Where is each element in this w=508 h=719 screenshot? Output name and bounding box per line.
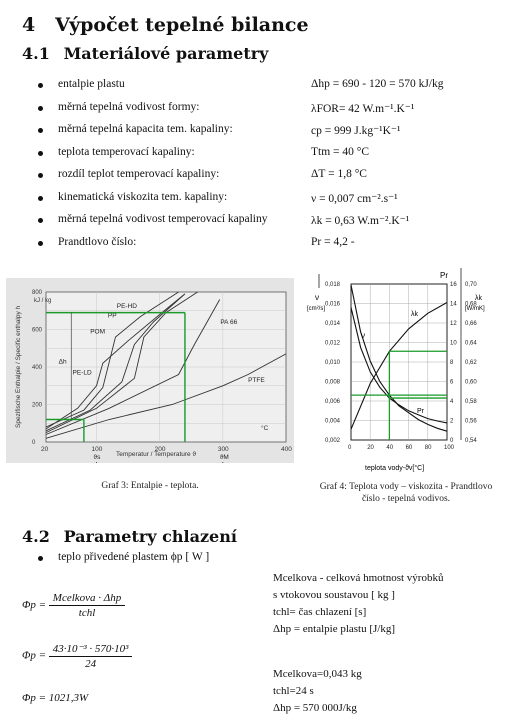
x-tick-label: 300 — [217, 446, 229, 453]
y-tick-label: 800 — [32, 290, 43, 296]
parameter-label: rozdíl teplot temperovací kapaliny: — [58, 168, 220, 180]
section-4-1-heading — [22, 44, 268, 63]
parameter-row — [38, 123, 498, 139]
curve-label: PA 66 — [220, 318, 238, 326]
y-tick-label: 0 — [32, 440, 36, 446]
legend-line: Mcelkova - celková hmotnost výrobků — [273, 572, 444, 584]
nu-axis-label: ν — [315, 293, 319, 302]
formula-1 — [22, 592, 125, 619]
bullet-dot — [38, 83, 43, 88]
pr-tick-label: 14 — [450, 301, 457, 308]
y-tick-label: 600 — [32, 327, 43, 334]
section-4-2-heading — [22, 527, 237, 546]
heat-bullet-text: teplo přivedené plastem ϕp [ W ] — [58, 551, 210, 563]
nu-axis-unit: [cm²/s] — [307, 306, 325, 312]
parameter-value: λk = 0,63 W.m⁻².K⁻¹ — [311, 215, 410, 227]
parameter-label: kinematická viskozita tem. kapaliny: — [58, 190, 228, 203]
bullet-dot — [38, 128, 43, 133]
y-axis-unit: kJ / kg — [34, 298, 52, 304]
parameter-value: λFOR= 42 W.m⁻¹.K⁻¹ — [311, 102, 415, 115]
values-block — [273, 666, 362, 717]
bullet-dot — [38, 556, 43, 561]
parameter-row — [38, 191, 498, 207]
x-tick-label: 0 — [348, 445, 352, 451]
section-title: Výpočet tepelné bilance — [55, 14, 309, 36]
lambda-tick-label: 0,66 — [465, 321, 477, 327]
x-tick-label: 100 — [444, 445, 455, 451]
section-number: 4.1 — [22, 44, 50, 63]
value-line: tchl=24 s — [273, 685, 314, 697]
lambda-tick-label: 0,58 — [465, 399, 477, 405]
pr-tick-label: 4 — [450, 399, 454, 405]
lambda-tick-label: 0,64 — [465, 340, 477, 347]
formula-2 — [22, 642, 132, 670]
x-axis-label: Temperatur / Temperature ϑ — [116, 451, 197, 458]
bullet-dot — [38, 241, 43, 246]
curve-label: PE-LD — [72, 369, 92, 377]
curve-lambda — [351, 303, 447, 430]
lambda-tick-label: 0,62 — [465, 360, 477, 366]
theta-m-label: ϑM — [219, 454, 229, 461]
parameter-row — [38, 78, 498, 94]
x-tick-label: 80 — [424, 445, 432, 451]
graph-3-caption: Graf 3: Entalpie - teplota. — [101, 481, 199, 491]
formula-denominator: tchl — [78, 607, 96, 619]
x-tick-label: 100 — [91, 446, 103, 453]
bullet-dot — [38, 196, 43, 201]
lambda-tick-label: 0,54 — [465, 438, 477, 444]
pr-tick-label: 16 — [450, 282, 457, 288]
curve-label: PTFE — [248, 377, 265, 384]
pr-tick-label: 10 — [450, 340, 457, 347]
formula-denominator: 24 — [85, 658, 97, 670]
section-title: Materiálové parametry — [63, 44, 269, 63]
parameter-row — [38, 213, 498, 229]
legend-line: Δhp = entalpie plastu [J/kg] — [273, 623, 396, 635]
nu-tick-label: 0,012 — [325, 340, 341, 347]
parameter-label: měrná tepelná kapacita tem. kapaliny: — [58, 123, 233, 135]
parameter-value: Pr = 4,2 - — [311, 235, 355, 248]
legend-line: s vtokovou soustavou [ kg ] — [273, 589, 395, 601]
section-number: 4.2 — [22, 527, 50, 546]
pr-tick-label: 12 — [450, 321, 457, 327]
graph-3-enthalpy — [6, 278, 294, 463]
x-tick-label: 20 — [41, 446, 49, 453]
curve-label-pr: Pr — [417, 408, 424, 415]
x-tick-label: 400 — [281, 446, 292, 453]
formula-lhs: Φp = — [22, 649, 47, 662]
nu-tick-label: 0,018 — [325, 282, 341, 288]
lambda-tick-label: 0,56 — [465, 418, 477, 425]
x-tick-label: 60 — [405, 445, 413, 451]
parameter-label: teplota temperovací kapaliny: — [58, 145, 195, 158]
x-axis-unit: °C — [261, 425, 269, 432]
x-tick-label: 20 — [367, 445, 374, 451]
graph-3-svg — [6, 278, 294, 463]
curve-label: PE-HD — [116, 302, 137, 310]
nu-tick-label: 0,016 — [325, 301, 341, 308]
pr-tick-label: 0 — [450, 438, 454, 444]
nu-tick-label: 0,010 — [325, 360, 341, 366]
curve-label-lambda: λk — [411, 311, 418, 318]
formula-numerator: 43·10⁻³ · 570·10³ — [49, 642, 133, 657]
theta-s-label: ϑs — [93, 454, 101, 461]
lambda-tick-label: 0,68 — [465, 301, 477, 308]
value-line: Mcelkova=0,043 kg — [273, 668, 362, 680]
lambda-tick-label: 0,60 — [465, 379, 477, 386]
graph-4-svg — [303, 264, 503, 474]
curve-label: POM — [90, 328, 106, 336]
parameter-row — [38, 101, 498, 117]
section-4-heading — [22, 14, 309, 36]
x-tick-label: 40 — [386, 445, 394, 451]
parameter-label: entalpie plastu — [58, 78, 125, 90]
curve-label: PP — [107, 312, 117, 320]
formula-3: Φp = 1021,3W — [22, 692, 89, 704]
graph-4-water — [303, 264, 503, 474]
y-tick-label: 400 — [32, 365, 43, 371]
lambda-axis-label: λk — [475, 295, 482, 302]
curve-label-nu: ν — [361, 331, 365, 340]
parameter-row — [38, 168, 498, 184]
parameter-value: Ttm = 40 °C — [311, 145, 370, 158]
pr-tick-label: 6 — [450, 379, 454, 386]
lambda-tick-label: 0,70 — [465, 282, 477, 288]
parameter-row — [38, 146, 498, 162]
parameter-value: Δhp = 690 - 120 = 570 kJ/kg — [311, 78, 444, 90]
legend-line: tchl= čas chlazení [s] — [273, 606, 367, 618]
x-axis-label: teplota vody-ϑv[°C] — [365, 465, 425, 472]
heat-bullet — [38, 551, 498, 567]
lambda-axis-unit: [W/mK] — [465, 306, 485, 312]
nu-tick-label: 0,006 — [325, 399, 341, 405]
y-tick-label: 200 — [32, 402, 43, 409]
section-title: Parametry chlazení — [63, 527, 237, 546]
parameter-value: ΔT = 1,8 °C — [311, 168, 367, 180]
parameter-label: měrná tepelná vodivost temperovací kapaliny — [58, 213, 268, 225]
parameter-value: cp = 999 J.kg⁻¹K⁻¹ — [311, 125, 401, 137]
formula-numerator: Mcelkova · Δhp — [49, 592, 125, 606]
delta-h-label: Δh — [58, 358, 67, 366]
nu-tick-label: 0,002 — [325, 438, 341, 444]
bullet-dot — [38, 218, 43, 223]
value-line: Δhp = 570 000J/kg — [273, 702, 357, 714]
parameter-value: ν = 0,007 cm⁻².s⁻¹ — [311, 192, 398, 205]
x-tick-label: 200 — [154, 446, 166, 453]
nu-tick-label: 0,014 — [325, 321, 341, 327]
pr-tick-label: 2 — [450, 418, 454, 425]
parameter-row — [38, 236, 498, 252]
section-number: 4 — [22, 14, 36, 36]
bullet-dot — [38, 106, 43, 111]
nu-tick-label: 0,004 — [325, 418, 341, 425]
pr-axis-label: Pr — [440, 271, 448, 280]
graph-4-caption: Graf 4: Teplota vody – viskozita - Prandtlovo číslo - tepelná vodivos. — [319, 482, 493, 504]
parameter-label: Prandtlovo číslo: — [58, 235, 137, 248]
bullet-dot — [38, 151, 43, 156]
symbol-legend — [273, 570, 443, 638]
bullet-dot — [38, 173, 43, 178]
formula-lhs: Φp = — [22, 599, 47, 612]
nu-tick-label: 0,008 — [325, 379, 341, 386]
parameter-label: měrná tepelná vodivost formy: — [58, 100, 200, 113]
pr-tick-label: 8 — [450, 360, 454, 366]
y-axis-label: Spezifische Enthalpie / Specific enthalpy h — [15, 305, 22, 428]
